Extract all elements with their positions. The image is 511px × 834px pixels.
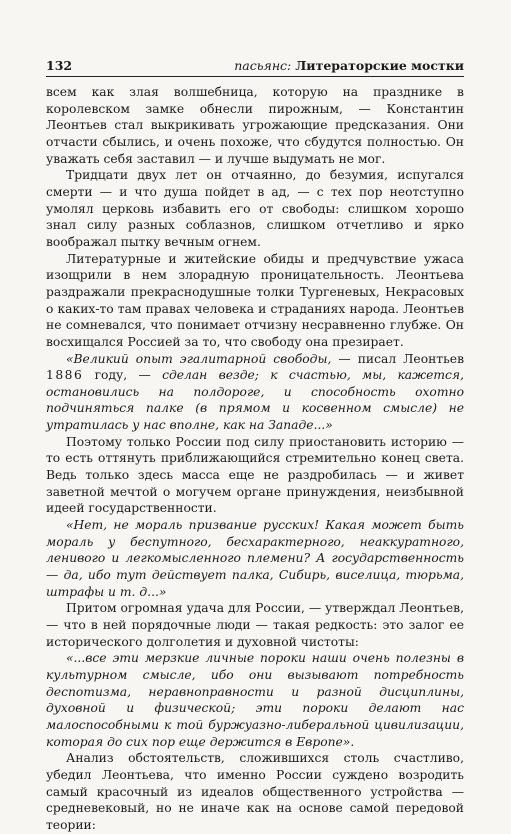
running-title-prefix: пасьянс:: [234, 58, 292, 73]
quote-1: [46, 351, 464, 434]
quote-1-part3: году, —: [83, 368, 163, 383]
quote-1-year: 1886: [46, 368, 84, 383]
quote-1-part2: — писал Леонтьев: [331, 351, 464, 366]
paragraph-4: Поэтому только России под силу приостановить историю — то есть оттянуть приближающийся стремительно конец света. Ведь только здесь масса еще не раздробилась — и живет заветной мечтой о могучем органе принуждения, неизбывной идеей государственности.: [46, 434, 464, 516]
quote-3: «...все эти мерзкие личные пороки наши очень полезны в культурном смысле, ибо они вызывают потребность деспотизма, неравноправности и разной дисциплины, духовной и физической; эти пороки делают нас малоспособными к той буржуазно-либеральной цивилизации, которая до сих пор еще держится в Европе».: [46, 651, 464, 749]
running-title: [234, 58, 464, 73]
paragraph-2: Тридцати двух лет он отчаянно, до безумия, испугался смерти — и что душа пойдет в ад, — с тех пор неотступно умолял церковь избавить его от свободы: слишком хорошо знал силу разных соблазнов, слишком отчетливо и ярко воображал пытку вечным огнем.: [46, 168, 464, 249]
paragraph-6: Анализ обстоятельств, сложившихся столь счастливо, убедил Леонтьева, что именно России суждено возродить самый красочный из идеалов общественного устройства — средневековый, но не иначе как на основе самой передовой теории:: [46, 751, 464, 832]
paragraph-1: всем как злая волшебница, которую на празднике в королевском замке обнесли пирожным, — Константин Леонтьев стал выкрикивать угрожающие предсказания. Они отчасти сбылись, и очень похоже, что сбудутся полностью. Он уважать себя заставил — и лучше выдумать не мог.: [46, 85, 464, 166]
quote-2: «Нет, не мораль призвание русских! Какая может быть мораль у беспутного, бесхарактерного, неаккуратного, ленивого и легкомысленного племени? А государственность — да, ибо тут действует палка, Сибирь, виселица, тюрьма, штрафы и т. д...»: [46, 518, 464, 599]
quote-1-part4: сделан везде; к счастью, мы, кажется, остановились на полдороге, и способность охотно подчиняться палке (в прямом и косвенном смысле) не утратилась у нас вполне, как на Западе...»: [46, 368, 464, 433]
quote-1-part1: «Великий опыт эгалитарной свободы,: [66, 351, 332, 366]
body-text: [46, 84, 464, 834]
paragraph-5: Притом огромная удача для России, — утверждал Леонтьев, — что в ней порядочные люди — такая редкость: это залог ее исторического долголетия и духовной чистоты:: [46, 601, 464, 649]
page-header: [46, 58, 464, 78]
paragraph-3: Литературные и житейские обиды и предчувствие ужаса изощрили в нем злорадную проницательность. Леонтьева раздражали прекраснодушные толки Тургеневых, Некрасовых о каких-то там правах человека и страданиях народа. Леонтьев не сомневался, что понимает отчизну несравненно глубже. Он восхищался Россией за то, что свободу она презирает.: [46, 251, 464, 349]
header-rule: [46, 76, 464, 77]
page-number: 132: [46, 58, 73, 73]
running-title-main: Литераторские мостки: [295, 58, 464, 73]
